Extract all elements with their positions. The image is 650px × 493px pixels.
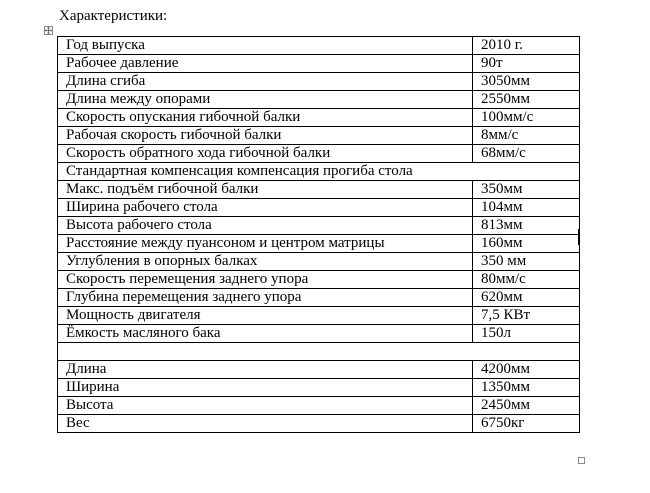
parameter-value-cell[interactable]: 160мм	[473, 235, 580, 253]
parameter-value-cell[interactable]: 80мм/с	[473, 271, 580, 289]
specifications-table	[57, 36, 580, 433]
parameter-value-cell[interactable]: 350мм	[473, 181, 580, 199]
merged-cell[interactable]: Стандартная компенсация компенсация прогиба стола	[58, 163, 580, 181]
parameter-name-cell[interactable]: Ширина рабочего стола	[58, 199, 473, 217]
parameter-value-cell[interactable]: 620мм	[473, 289, 580, 307]
parameter-name-cell[interactable]: Макс. подъём гибочной балки	[58, 181, 473, 199]
parameter-value-cell[interactable]: 6750кг	[473, 415, 580, 433]
parameter-value-cell[interactable]: 150л	[473, 325, 580, 343]
parameter-name-cell[interactable]: Высота	[58, 397, 473, 415]
table-row	[58, 163, 580, 181]
parameter-name-cell[interactable]: Рабочее давление	[58, 55, 473, 73]
parameter-value-cell[interactable]: 1350мм	[473, 379, 580, 397]
parameter-value-cell[interactable]: 100мм/с	[473, 109, 580, 127]
parameter-value-cell[interactable]: 813мм	[473, 217, 580, 235]
specifications-table-body	[58, 37, 580, 433]
parameter-name-cell[interactable]: Высота рабочего стола	[58, 217, 473, 235]
parameter-value-cell[interactable]: 2010 г.	[473, 37, 580, 55]
parameter-name-cell[interactable]: Расстояние между пуансоном и центром матрицы	[58, 235, 473, 253]
parameter-value-cell[interactable]: 3050мм	[473, 73, 580, 91]
document-heading: Характеристики:	[59, 8, 168, 24]
text-cursor	[578, 229, 579, 245]
table-row	[58, 307, 580, 325]
parameter-value-cell[interactable]: 90т	[473, 55, 580, 73]
table-row	[58, 91, 580, 109]
parameter-value-cell[interactable]: 8мм/с	[473, 127, 580, 145]
parameter-name-cell[interactable]: Глубина перемещения заднего упора	[58, 289, 473, 307]
merged-cell[interactable]	[58, 343, 580, 361]
table-row	[58, 127, 580, 145]
table-row	[58, 289, 580, 307]
table-row	[58, 415, 580, 433]
parameter-name-cell[interactable]: Длина сгиба	[58, 73, 473, 91]
parameter-name-cell[interactable]: Ёмкость масляного бака	[58, 325, 473, 343]
parameter-name-cell[interactable]: Год выпуска	[58, 37, 473, 55]
parameter-name-cell[interactable]: Длина между опорами	[58, 91, 473, 109]
table-resize-handle[interactable]	[578, 457, 585, 464]
move-arrows-icon	[45, 27, 52, 34]
parameter-name-cell[interactable]: Скорость опускания гибочной балки	[58, 109, 473, 127]
parameter-name-cell[interactable]: Мощность двигателя	[58, 307, 473, 325]
parameter-value-cell[interactable]: 7,5 КВт	[473, 307, 580, 325]
table-row	[58, 235, 580, 253]
table-row	[58, 253, 580, 271]
parameter-value-cell[interactable]: 2450мм	[473, 397, 580, 415]
parameter-value-cell[interactable]: 2550мм	[473, 91, 580, 109]
parameter-value-cell[interactable]: 68мм/с	[473, 145, 580, 163]
table-row	[58, 55, 580, 73]
table-move-handle-icon[interactable]	[44, 26, 53, 35]
table-row	[58, 199, 580, 217]
parameter-name-cell[interactable]: Длина	[58, 361, 473, 379]
table-row	[58, 181, 580, 199]
table-row	[58, 271, 580, 289]
parameter-name-cell[interactable]: Рабочая скорость гибочной балки	[58, 127, 473, 145]
parameter-value-cell[interactable]: 104мм	[473, 199, 580, 217]
table-row	[58, 145, 580, 163]
parameter-value-cell[interactable]: 4200мм	[473, 361, 580, 379]
table-row	[58, 343, 580, 361]
parameter-name-cell[interactable]: Ширина	[58, 379, 473, 397]
table-row	[58, 379, 580, 397]
table-row	[58, 325, 580, 343]
parameter-name-cell[interactable]: Скорость перемещения заднего упора	[58, 271, 473, 289]
table-row	[58, 361, 580, 379]
parameter-name-cell[interactable]: Углубления в опорных балках	[58, 253, 473, 271]
parameter-name-cell[interactable]: Вес	[58, 415, 473, 433]
parameter-name-cell[interactable]: Скорость обратного хода гибочной балки	[58, 145, 473, 163]
table-row	[58, 37, 580, 55]
table-row	[58, 217, 580, 235]
table-row	[58, 109, 580, 127]
parameter-value-cell[interactable]: 350 мм	[473, 253, 580, 271]
table-row	[58, 397, 580, 415]
table-row	[58, 73, 580, 91]
